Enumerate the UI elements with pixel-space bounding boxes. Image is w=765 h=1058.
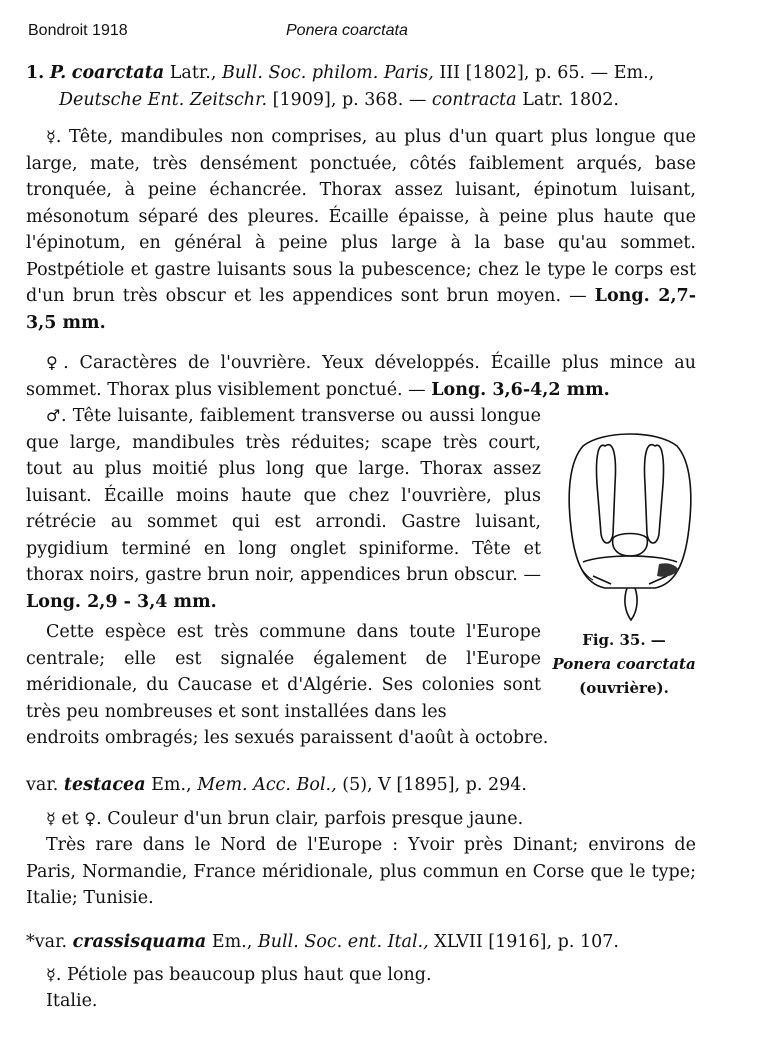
worker-description — [26, 124, 696, 336]
var-testacea-symbol-1: ☿ — [46, 809, 56, 828]
var-testacea-conj: et — [61, 809, 79, 829]
species-entry — [26, 60, 729, 113]
worker-text: . Tête, mandibules non comprises, au plus d'un quart plus longue que large, mate, très densément ponctuée, côtés faiblement arqués, base tronquée, à peine échancrée. Thorax assez luisant, épinotum luisant, mésonotum séparé des pleures. Écaille épaisse, à peine plus haute que l'épinotum, en général à peine plus large à la base qu'au sommet. Postpétiole et gastre luisants sous la pubescence; chez le type le corps est d'un brun très obscur et les appendices sont brun moyen. — — [26, 127, 696, 306]
var-crassisquama-prefix: *var. — [26, 932, 68, 952]
figure-label: Fig. 35. — — [582, 631, 666, 649]
var-crassisquama-name: crassisquama — [72, 932, 207, 952]
var-testacea-heading — [26, 772, 696, 799]
male-symbol: ♂ — [46, 406, 61, 425]
distribution-text: Cette espèce est très commune dans toute l'Europe centrale; elle est signalée également de l'Europe méridionale, du Caucase et d'Algérie. Ses colonies sont très peu nombreuses et sont installées dans les — [26, 622, 541, 722]
figure-caste: (ouvrière). — [579, 679, 669, 697]
var-testacea-author: Em., — [151, 775, 192, 795]
var-testacea-symbol-2: ♀ — [84, 809, 97, 828]
var-testacea-description — [26, 806, 696, 833]
reference-2-tail: [1909], p. 368. — — [272, 89, 427, 110]
species-name: coarctata — [71, 63, 165, 83]
var-crassisquama-symbol: ☿ — [46, 965, 56, 984]
var-testacea-desc: . Couleur d'un brun clair, parfois presque jaune. — [96, 809, 524, 829]
var-crassisquama-desc: . Pétiole pas beaucoup plus haut que long. — [55, 965, 432, 985]
var-crassisquama-heading — [26, 929, 696, 956]
worker-symbol: ☿ — [46, 127, 56, 146]
var-crassisquama-author: Em., — [211, 932, 253, 952]
worker-length: Long. 2,7-3,5 mm. — [26, 286, 696, 333]
distribution-last-line: endroits ombragés; les sexués paraissent d'août à octobre. — [26, 728, 549, 748]
queen-text: . Caractères de l'ouvrière. Yeux développés. Écaille plus mince au sommet. Thorax plus visiblement ponctué. — — [26, 353, 696, 400]
queen-symbol: ♀ — [46, 353, 64, 372]
figure-caption — [550, 628, 698, 700]
synonym-tail: Latr. 1802. — [522, 89, 619, 110]
queen-length: Long. 3,6-4,2 mm. — [431, 379, 610, 400]
var-crassisquama-distribution: Italie. — [46, 991, 98, 1011]
reference-1: Bull. Soc. philom. Paris, — [222, 63, 434, 83]
var-testacea-ref-tail: (5), V [1895], p. 294. — [342, 775, 527, 795]
header-author-year: Bondroit 1918 — [28, 22, 128, 39]
entry-number: 1. — [26, 63, 45, 83]
synonym-name: contracta — [431, 89, 517, 110]
var-crassisquama-description — [26, 962, 696, 989]
reference-2: Deutsche Ent. Zeitschr. — [59, 89, 268, 110]
var-testacea-name: testacea — [63, 775, 146, 795]
queen-description — [26, 350, 696, 403]
male-length: Long. 2,9 - 3,4 mm. — [26, 591, 217, 612]
var-testacea-distribution: Très rare dans le Nord de l'Europe : Yvoir près Dinant; environs de Paris, Normandie, France méridionale, plus commun en Corse que le type; Italie; Tunisie. — [26, 835, 696, 908]
var-testacea-prefix: var. — [26, 775, 59, 795]
male-description — [26, 403, 541, 615]
var-crassisquama-ref: Bull. Soc. ent. Ital., — [257, 932, 429, 952]
reference-1-tail: III [1802], p. 65. — Em., — [439, 63, 655, 83]
genus-abbrev: P. — [49, 63, 67, 83]
figure-species: Ponera coarctata — [552, 655, 696, 673]
male-text: . Tête luisante, faiblement transverse ou aussi longue que large, mandibules très réduites; scape très court, tout au plus moitié plus long que large. Thorax assez luisant. Écaille moins haute que chez l'ouvrière, plus rétrécie au sommet qui est arrondi. Gastre luisant, pygidium terminé en long onglet spiniforme. Tête et thorax noirs, gastre brun noir, appendices brun obscur. — — [26, 406, 541, 585]
var-crassisquama-ref-tail: XLVII [1916], p. 107. — [434, 932, 619, 952]
var-testacea-ref: Mem. Acc. Bol., — [197, 775, 337, 795]
head-illustration — [563, 424, 697, 624]
header-taxon: Ponera coarctata — [286, 22, 408, 39]
author-1: Latr., — [169, 63, 217, 83]
